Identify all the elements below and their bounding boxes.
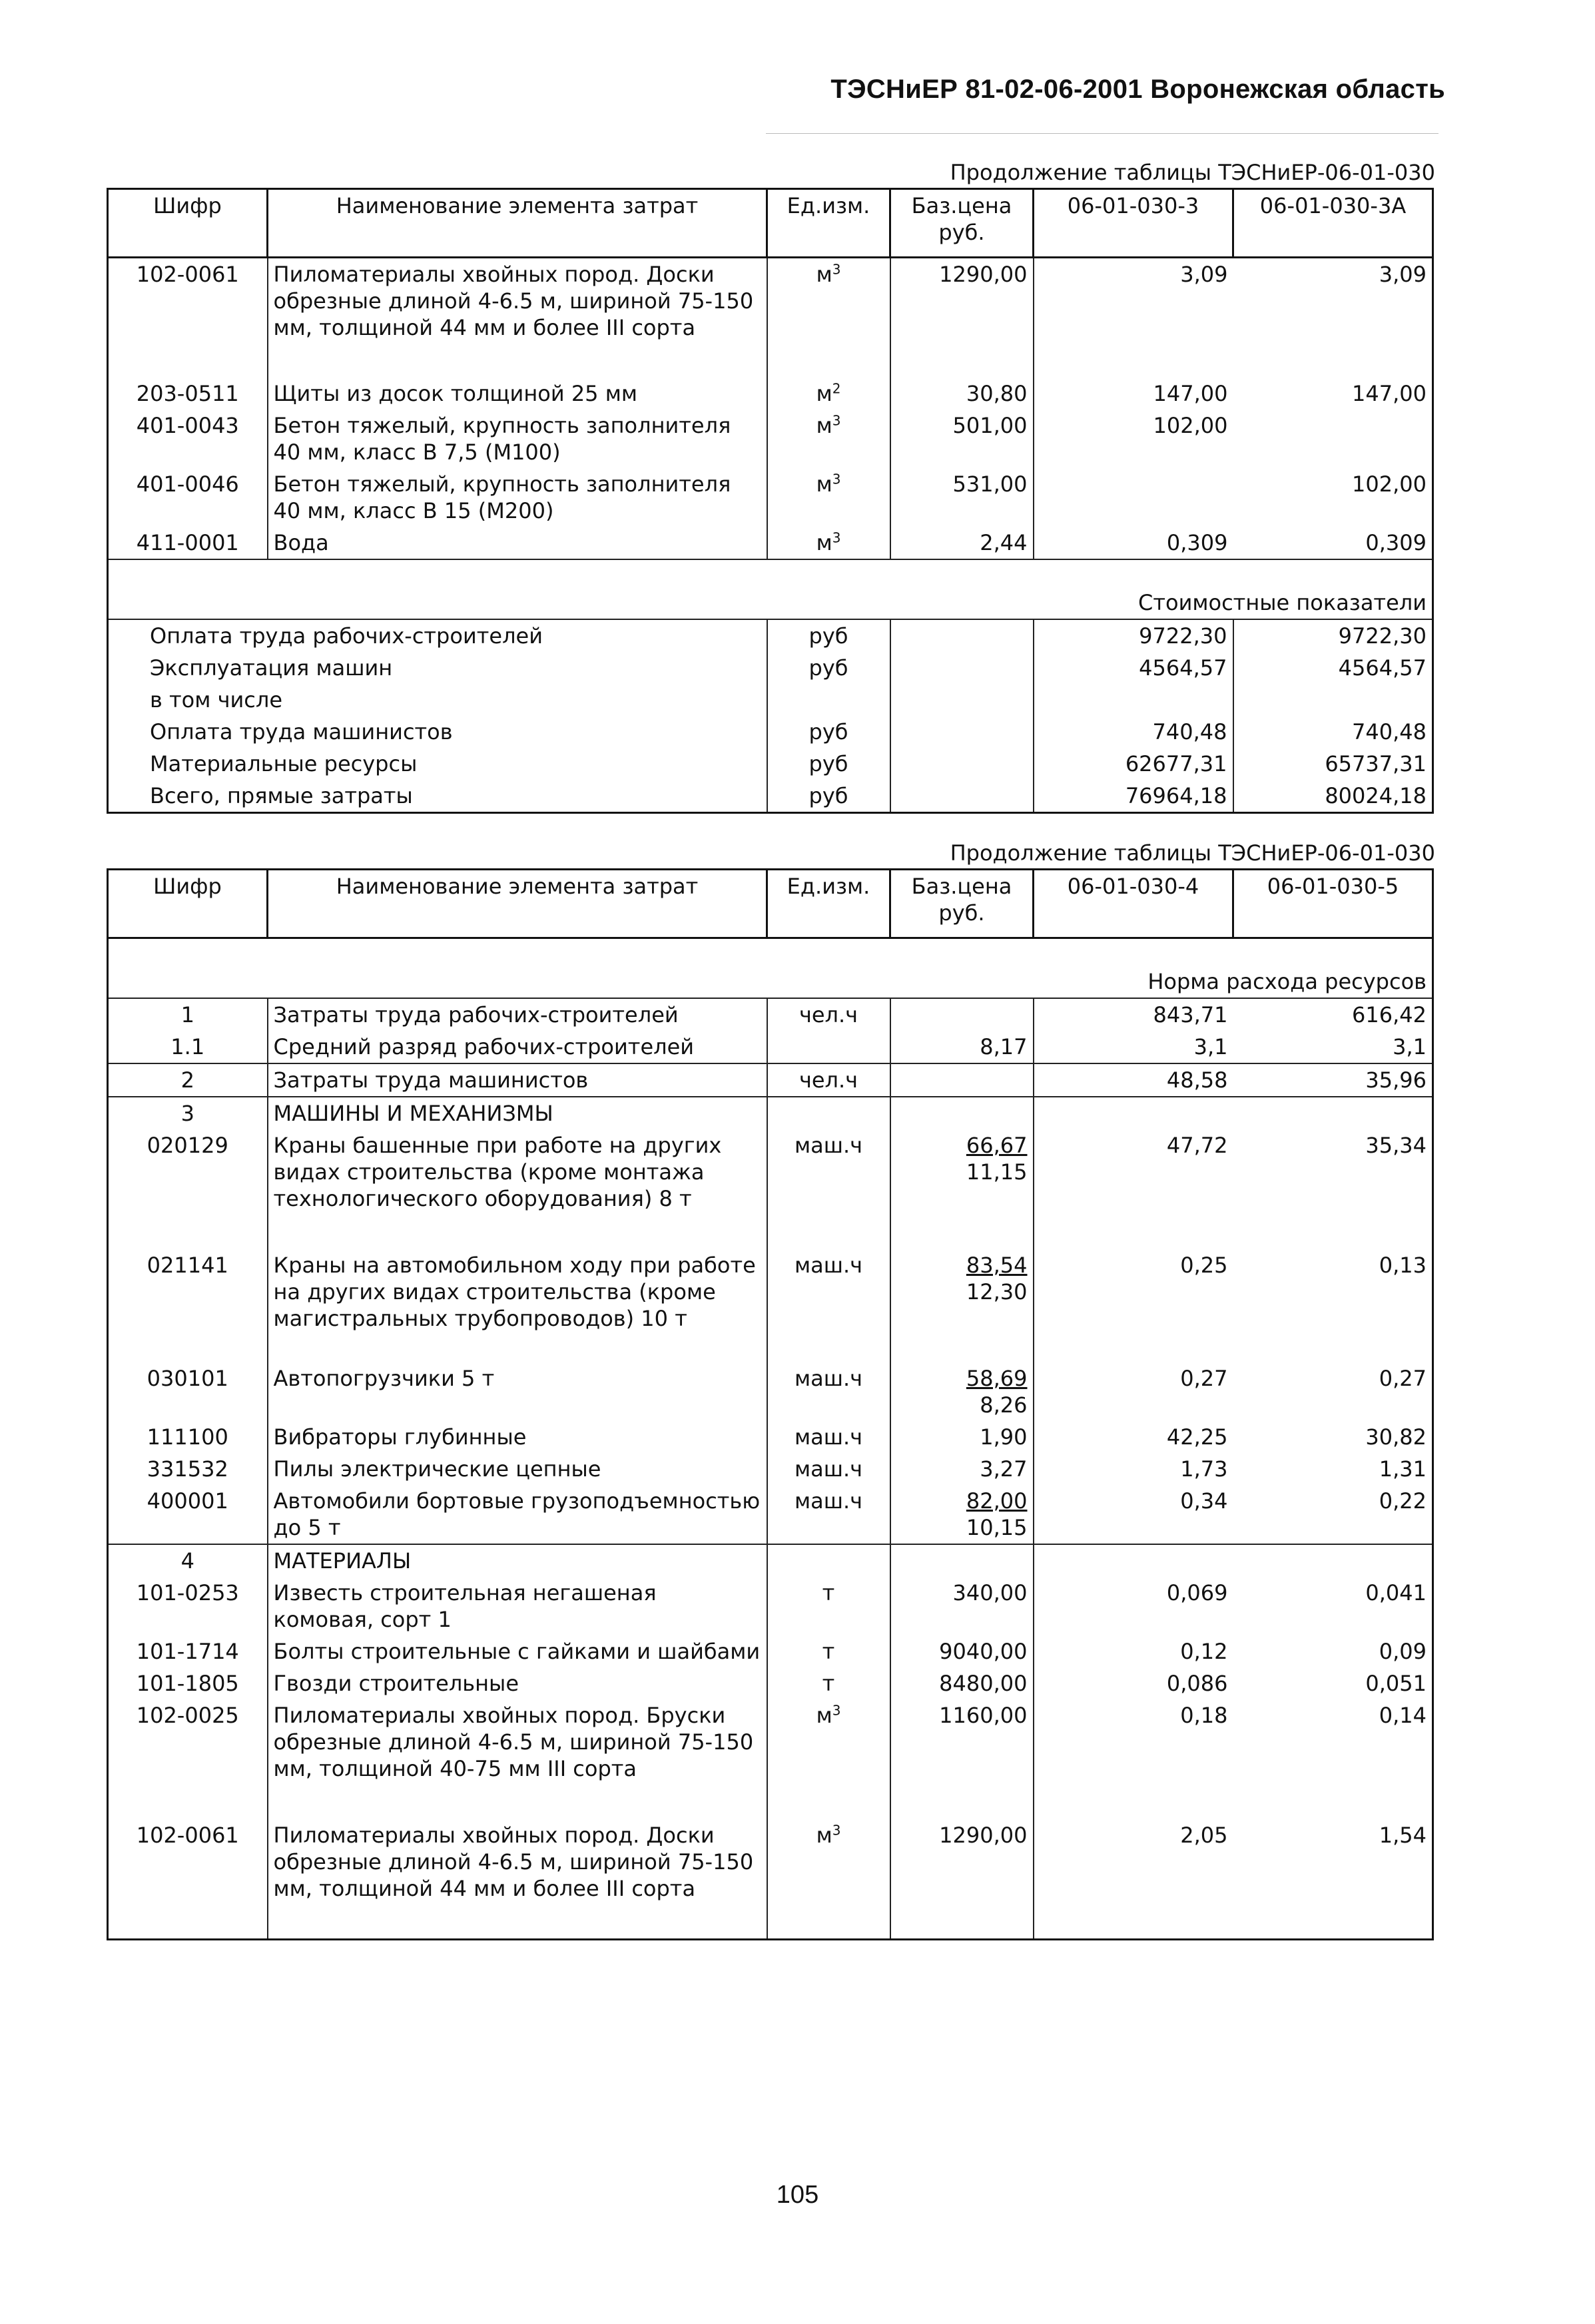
unit-text: м <box>816 529 832 555</box>
price-value: 9040,00 <box>939 1639 1028 1664</box>
col-header-norm-1: 06-01-030-4 <box>1034 870 1233 938</box>
base-price: 531,00 <box>890 468 1034 527</box>
resource-code: 203-0511 <box>108 378 268 410</box>
unit-text: чел.ч <box>798 1067 858 1093</box>
table2-header-row <box>108 870 1433 938</box>
cost-unit: руб <box>767 652 890 684</box>
unit-cell <box>767 998 890 1031</box>
table-row <box>108 1362 1433 1421</box>
unit-cell <box>767 1063 890 1097</box>
resource-name: Вода <box>268 527 767 559</box>
base-price <box>890 1249 1034 1362</box>
unit-cell <box>767 1362 890 1421</box>
operator-wage-value: 8,26 <box>980 1392 1028 1418</box>
price-value: 83,54 <box>966 1253 1028 1278</box>
norm-value-2: 30,82 <box>1233 1421 1433 1453</box>
table-row <box>108 1129 1433 1249</box>
cost-value-1: 4564,57 <box>1034 652 1233 684</box>
price-value: 1160,00 <box>939 1703 1028 1728</box>
norm-value-2: 0,22 <box>1233 1485 1433 1544</box>
base-price: 501,00 <box>890 410 1034 468</box>
price-value: 66,67 <box>966 1133 1028 1158</box>
resource-code: 101-1805 <box>108 1667 268 1699</box>
norm-value-1 <box>1034 1097 1233 1129</box>
cost-name: Материальные ресурсы <box>108 748 767 780</box>
unit-text: т <box>822 1671 835 1696</box>
resource-name: Болты строительные с гайками и шайбами <box>268 1635 767 1667</box>
norm-value-1: 0,34 <box>1034 1485 1233 1544</box>
header-rule <box>766 133 1438 134</box>
table-row <box>108 1819 1433 1939</box>
col-header-norm-2: 06-01-030-3А <box>1233 189 1433 258</box>
col-header-unit: Ед.изм. <box>767 870 890 938</box>
cost-unit <box>767 684 890 716</box>
price-value: 8480,00 <box>939 1671 1028 1696</box>
base-price <box>890 1362 1034 1421</box>
resource-name: Пиломатериалы хвойных пород. Доски обрезные длиной 4-6.5 м, шириной 75-150 мм, толщиной 44 мм и более III сорта <box>268 1819 767 1939</box>
price-value: 8,17 <box>980 1034 1028 1059</box>
cost-value-1: 740,48 <box>1034 716 1233 748</box>
unit-text: маш.ч <box>794 1424 863 1450</box>
norm-value-1: 47,72 <box>1034 1129 1233 1249</box>
cost-value-1: 76964,18 <box>1034 780 1233 813</box>
empty-price <box>890 619 1034 652</box>
cost-name: Оплата труда машинистов <box>108 716 767 748</box>
base-price <box>890 1635 1034 1667</box>
unit-cell <box>767 1544 890 1577</box>
col-header-price: Баз.цена руб. <box>890 189 1034 258</box>
resource-name: Пилы электрические цепные <box>268 1453 767 1485</box>
norm-value-1: 102,00 <box>1034 410 1233 468</box>
cost-row <box>108 684 1433 716</box>
norm-value-2: 0,051 <box>1233 1667 1433 1699</box>
norm-value-2: 3,09 <box>1233 258 1433 378</box>
unit-text: м <box>816 1703 832 1728</box>
unit-text: м <box>816 412 832 438</box>
cost-name: Всего, прямые затраты <box>108 780 767 813</box>
resource-code: 101-0253 <box>108 1577 268 1635</box>
cost-value-2: 4564,57 <box>1233 652 1433 684</box>
unit-cell <box>767 1485 890 1544</box>
resource-code: 3 <box>108 1097 268 1129</box>
operator-wage-value: 10,15 <box>966 1515 1028 1540</box>
unit-cell <box>767 1819 890 1939</box>
col-header-code: Шифр <box>108 189 268 258</box>
unit-text: маш.ч <box>794 1488 863 1514</box>
base-price <box>890 1063 1034 1097</box>
col-header-norm-2: 06-01-030-5 <box>1233 870 1433 938</box>
norm-value-1: 48,58 <box>1034 1063 1233 1097</box>
base-price <box>890 1421 1034 1453</box>
table-row <box>108 1635 1433 1667</box>
base-price <box>890 1129 1034 1249</box>
norm-value-2: 616,42 <box>1233 998 1433 1031</box>
resource-code: 4 <box>108 1544 268 1577</box>
unit-exponent: 3 <box>832 529 841 545</box>
table-row <box>108 1577 1433 1635</box>
norm-value-1: 0,309 <box>1034 527 1233 559</box>
price-value: 3,27 <box>980 1456 1028 1482</box>
price-value: 1,90 <box>980 1424 1028 1450</box>
cost-unit: руб <box>767 716 890 748</box>
table-row <box>108 378 1433 410</box>
empty-price <box>890 716 1034 748</box>
resource-name: Известь строительная негашеная комовая, сорт 1 <box>268 1577 767 1635</box>
cost-unit: руб <box>767 780 890 813</box>
unit-exponent: 3 <box>832 1702 841 1719</box>
unit-text: маш.ч <box>794 1133 863 1158</box>
base-price <box>890 1667 1034 1699</box>
table-row <box>108 468 1433 527</box>
table-row <box>108 1485 1433 1544</box>
cost-row <box>108 716 1433 748</box>
resource-code: 401-0043 <box>108 410 268 468</box>
norm-value-1 <box>1034 468 1233 527</box>
page-number: 105 <box>776 2181 819 2209</box>
empty-price <box>890 780 1034 813</box>
norm-value-1: 0,086 <box>1034 1667 1233 1699</box>
resource-code: 021141 <box>108 1249 268 1362</box>
unit-text: м <box>816 262 832 287</box>
resource-code: 1.1 <box>108 1031 268 1063</box>
col-header-unit: Ед.изм. <box>767 189 890 258</box>
unit-cell <box>767 1129 890 1249</box>
unit-cell <box>767 1667 890 1699</box>
resource-name: Затраты труда машинистов <box>268 1063 767 1097</box>
unit-text: маш.ч <box>794 1366 863 1391</box>
base-price <box>890 1544 1034 1577</box>
norm-value-1: 0,27 <box>1034 1362 1233 1421</box>
resource-name: Краны башенные при работе на других видах строительства (кроме монтажа технологического оборудования) 8 т <box>268 1129 767 1249</box>
base-price: 2,44 <box>890 527 1034 559</box>
base-price <box>890 1699 1034 1819</box>
col-header-name: Наименование элемента затрат <box>268 870 767 938</box>
unit-cell <box>767 258 890 378</box>
cost-value-2: 80024,18 <box>1233 780 1433 813</box>
cost-value-1: 9722,30 <box>1034 619 1233 652</box>
table-row <box>108 1097 1433 1129</box>
cost-unit: руб <box>767 748 890 780</box>
unit-text: чел.ч <box>798 1002 858 1027</box>
resource-code: 331532 <box>108 1453 268 1485</box>
unit-cell <box>767 527 890 559</box>
unit-cell <box>767 378 890 410</box>
base-price: 1290,00 <box>890 258 1034 378</box>
norm-value-2: 3,1 <box>1233 1031 1433 1063</box>
norm-value-2: 0,13 <box>1233 1249 1433 1362</box>
resource-table-1 <box>107 188 1434 814</box>
price-value: 340,00 <box>952 1580 1028 1605</box>
table-row <box>108 998 1433 1031</box>
cost-name: Эксплуатация машин <box>108 652 767 684</box>
unit-cell <box>767 1577 890 1635</box>
price-value: 1290,00 <box>939 1823 1028 1848</box>
resource-code: 111100 <box>108 1421 268 1453</box>
table-row <box>108 1667 1433 1699</box>
norm-value-1: 0,25 <box>1034 1249 1233 1362</box>
cost-row <box>108 780 1433 813</box>
norm-value-2: 35,96 <box>1233 1063 1433 1097</box>
resource-code: 2 <box>108 1063 268 1097</box>
norm-value-2: 0,14 <box>1233 1699 1433 1819</box>
empty-price <box>890 652 1034 684</box>
table-row <box>108 1249 1433 1362</box>
base-price <box>890 998 1034 1031</box>
resource-table-2 <box>107 868 1434 1940</box>
cost-section-row <box>108 559 1433 619</box>
table-row <box>108 1699 1433 1819</box>
norm-value-2: 0,09 <box>1233 1635 1433 1667</box>
base-price <box>890 1097 1034 1129</box>
cost-value-2 <box>1233 684 1433 716</box>
base-price <box>890 1031 1034 1063</box>
unit-cell <box>767 1453 890 1485</box>
resource-code: 020129 <box>108 1129 268 1249</box>
unit-exponent: 2 <box>832 380 841 396</box>
table-row <box>108 1031 1433 1063</box>
col-header-name: Наименование элемента затрат <box>268 189 767 258</box>
cost-value-2: 65737,31 <box>1233 748 1433 780</box>
resource-name: МАТЕРИАЛЫ <box>268 1544 767 1577</box>
unit-exponent: 3 <box>832 261 841 278</box>
base-price: 30,80 <box>890 378 1034 410</box>
table1-header-row <box>108 189 1433 258</box>
empty-price <box>890 748 1034 780</box>
cost-value-2: 740,48 <box>1233 716 1433 748</box>
unit-exponent: 3 <box>832 412 841 428</box>
resource-name: Автопогрузчики 5 т <box>268 1362 767 1421</box>
norm-value-1: 0,18 <box>1034 1699 1233 1819</box>
resource-code: 1 <box>108 998 268 1031</box>
norm-value-1: 3,1 <box>1034 1031 1233 1063</box>
base-price <box>890 1577 1034 1635</box>
cost-value-1 <box>1034 684 1233 716</box>
norm-value-2: 0,309 <box>1233 527 1433 559</box>
resource-name: Краны на автомобильном ходу при работе на других видах строительства (кроме магистральных трубопроводов) 10 т <box>268 1249 767 1362</box>
resource-name: Вибраторы глубинные <box>268 1421 767 1453</box>
price-value: 82,00 <box>966 1488 1028 1514</box>
table-row <box>108 1453 1433 1485</box>
norm-value-2: 1,54 <box>1233 1819 1433 1939</box>
norm-value-2: 1,31 <box>1233 1453 1433 1485</box>
cost-row <box>108 619 1433 652</box>
resource-name: Автомобили бортовые грузоподъемностью до 5 т <box>268 1485 767 1544</box>
unit-exponent: 3 <box>832 470 841 487</box>
norm-value-1: 1,73 <box>1034 1453 1233 1485</box>
unit-cell <box>767 1635 890 1667</box>
table-row <box>108 1063 1433 1097</box>
resource-code: 401-0046 <box>108 468 268 527</box>
col-header-price: Баз.цена руб. <box>890 870 1034 938</box>
norm-value-1: 2,05 <box>1034 1819 1233 1939</box>
norm-value-1: 843,71 <box>1034 998 1233 1031</box>
cost-section-title: Стоимостные показатели <box>108 559 1433 619</box>
unit-text: м <box>816 380 832 406</box>
norm-value-1: 147,00 <box>1034 378 1233 410</box>
empty-price <box>890 684 1034 716</box>
unit-text: м <box>816 1823 832 1848</box>
norm-value-2 <box>1233 1097 1433 1129</box>
base-price <box>890 1453 1034 1485</box>
norm-value-2: 147,00 <box>1233 378 1433 410</box>
resource-name: Щиты из досок толщиной 25 мм <box>268 378 767 410</box>
cost-row <box>108 748 1433 780</box>
unit-cell <box>767 410 890 468</box>
document-header: ТЭСНиЕР 81-02-06-2001 Воронежская область <box>830 75 1445 104</box>
unit-cell <box>767 468 890 527</box>
cost-value-2: 9722,30 <box>1233 619 1433 652</box>
norm-value-2 <box>1233 410 1433 468</box>
operator-wage-value: 12,30 <box>966 1279 1028 1305</box>
norm-value-2: 0,041 <box>1233 1577 1433 1635</box>
price-value: 58,69 <box>966 1366 1028 1391</box>
norm-value-1: 3,09 <box>1034 258 1233 378</box>
col-header-code: Шифр <box>108 870 268 938</box>
unit-text: т <box>822 1639 835 1664</box>
norm-value-2 <box>1233 1544 1433 1577</box>
resource-code: 411-0001 <box>108 527 268 559</box>
norm-value-2: 102,00 <box>1233 468 1433 527</box>
cost-name: Оплата труда рабочих-строителей <box>108 619 767 652</box>
norm-section-title: Норма расхода ресурсов <box>108 938 1433 999</box>
resource-code: 102-0061 <box>108 1819 268 1939</box>
operator-wage-value: 11,15 <box>966 1159 1028 1185</box>
unit-cell <box>767 1097 890 1129</box>
norm-value-1: 42,25 <box>1034 1421 1233 1453</box>
norm-value-1: 0,12 <box>1034 1635 1233 1667</box>
norm-value-1: 0,069 <box>1034 1577 1233 1635</box>
unit-cell <box>767 1699 890 1819</box>
table-row <box>108 410 1433 468</box>
resource-code: 102-0061 <box>108 258 268 378</box>
norm-value-2: 35,34 <box>1233 1129 1433 1249</box>
unit-text: м <box>816 471 832 497</box>
unit-text: маш.ч <box>794 1253 863 1278</box>
cost-row <box>108 652 1433 684</box>
resource-name: Бетон тяжелый, крупность заполнителя 40 мм, класс В 15 (М200) <box>268 468 767 527</box>
base-price <box>890 1819 1034 1939</box>
col-header-norm-1: 06-01-030-3 <box>1034 189 1233 258</box>
table-row <box>108 1544 1433 1577</box>
resource-name: Средний разряд рабочих-строителей <box>268 1031 767 1063</box>
unit-exponent: 3 <box>832 1822 841 1839</box>
resource-code: 102-0025 <box>108 1699 268 1819</box>
resource-name: Гвозди строительные <box>268 1667 767 1699</box>
table-row <box>108 258 1433 378</box>
unit-text: т <box>822 1580 835 1605</box>
norm-value-1 <box>1034 1544 1233 1577</box>
resource-name: Пиломатериалы хвойных пород. Бруски обрезные длиной 4-6.5 м, шириной 75-150 мм, толщиной 40-75 мм III сорта <box>268 1699 767 1819</box>
table2-caption: Продолжение таблицы ТЭСНиЕР-06-01-030 <box>950 840 1435 866</box>
cost-value-1: 62677,31 <box>1034 748 1233 780</box>
resource-name: Пиломатериалы хвойных пород. Доски обрезные длиной 4-6.5 м, шириной 75-150 мм, толщиной 44 мм и более III сорта <box>268 258 767 378</box>
resource-name: МАШИНЫ И МЕХАНИЗМЫ <box>268 1097 767 1129</box>
base-price <box>890 1485 1034 1544</box>
table-row <box>108 1421 1433 1453</box>
resource-code: 400001 <box>108 1485 268 1544</box>
unit-text: маш.ч <box>794 1456 863 1482</box>
unit-cell <box>767 1249 890 1362</box>
resource-name: Бетон тяжелый, крупность заполнителя 40 мм, класс В 7,5 (М100) <box>268 410 767 468</box>
norm-section-row <box>108 938 1433 999</box>
cost-name: в том числе <box>108 684 767 716</box>
norm-value-2: 0,27 <box>1233 1362 1433 1421</box>
resource-code: 101-1714 <box>108 1635 268 1667</box>
resource-code: 030101 <box>108 1362 268 1421</box>
cost-unit: руб <box>767 619 890 652</box>
unit-cell <box>767 1031 890 1063</box>
table-row <box>108 527 1433 559</box>
unit-cell <box>767 1421 890 1453</box>
table1-caption: Продолжение таблицы ТЭСНиЕР-06-01-030 <box>950 160 1435 185</box>
resource-name: Затраты труда рабочих-строителей <box>268 998 767 1031</box>
